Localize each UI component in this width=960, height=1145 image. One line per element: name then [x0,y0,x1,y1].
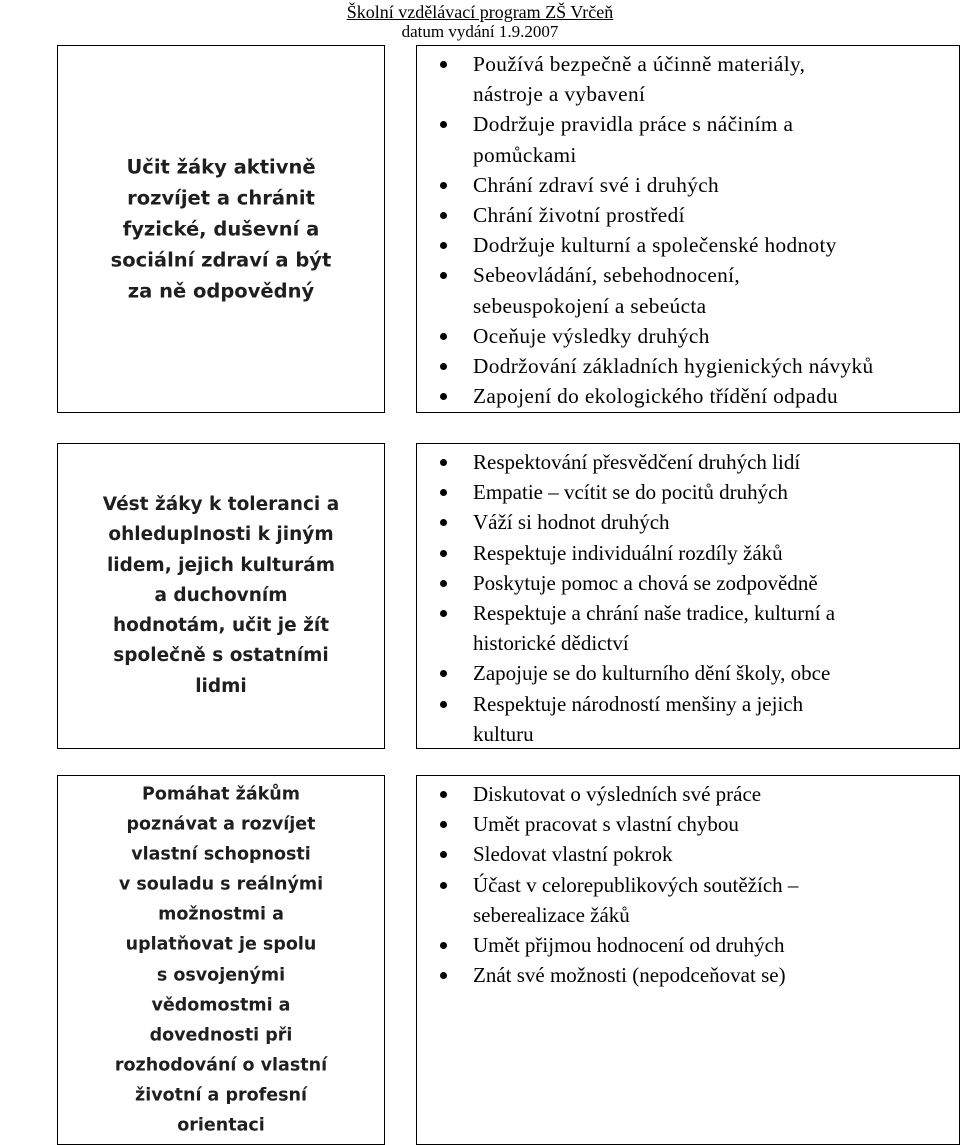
bullet-icon [440,272,447,279]
goal-line: možnostmi a [158,904,284,925]
bullet-icon [440,121,447,128]
list-item-text: pomůckami [473,142,577,167]
goal-line: poznávat a rozvíjet [126,814,316,835]
bullet-icon [440,459,447,466]
bullet-icon [440,942,447,949]
bullet-icon [440,972,447,979]
bullet-icon [440,182,447,189]
goal-line: lidmi [195,675,247,697]
list-item-text: Empatie – vcítit se do pocitů druhých [473,480,788,505]
list-item-text: Respektování přesvědčení druhých lidí [473,450,801,474]
bullet-icon [440,550,447,557]
list-item-text: nástroje a vybavení [473,82,646,107]
list-item-text: Zapojuje se do kulturního dění školy, obce [473,661,831,686]
goal-line: společně s ostatními [113,645,329,667]
bullet-icon [440,212,447,219]
goal-line: s osvojenými [156,965,286,985]
list-item [417,538,959,568]
list-item [417,230,959,260]
list-item-text: Používá bezpečně a účinně materiály, [473,52,806,76]
list-item [417,447,959,477]
list-item-text: Oceňuje výsledky druhých [473,323,710,348]
goal-line: lidem, jejich kulturám [106,554,336,576]
list-item [417,351,959,381]
bullet-icon [440,821,447,828]
goal-line: orientaci [177,1115,265,1136]
list-item [417,49,959,109]
list-item-text: historické dědictví [473,631,629,656]
goal-line: rozhodování o vlastní [114,1055,328,1076]
list-item-text: Respektuje národností menšiny a jejich [473,691,804,716]
list-item-text: Chrání životní prostředí [473,203,685,228]
list-item [417,960,959,990]
goal-line: fyzické, duševní a [122,217,320,241]
list-item-text: Poskytuje pomoc a chová se zodpovědně [473,570,818,595]
list-item-text: Umět přijmou hodnocení od druhých [473,933,785,958]
list-item [417,809,959,839]
list-item-text: sebeuspokojení a sebeúcta [473,293,707,318]
list-item [417,568,959,598]
items-cell-1 [416,45,960,413]
items-cell-3 [416,775,960,1145]
bullet-icon [440,851,447,858]
items-cell-2 [416,443,960,749]
goal-line: vědomostmi a [151,995,291,1016]
goal-line: v souladu s reálnými [118,874,324,895]
document-header [0,3,960,41]
list-item [417,200,959,230]
list-item-text: Chrání zdraví své i druhých [473,172,720,197]
goal-cell-2 [57,443,385,749]
goal-text-2 [58,490,384,702]
list-item [417,930,959,960]
bullet-icon [440,701,447,708]
bullet-icon [440,393,447,400]
list-item-text: Zapojení do ekologického třídění odpadu [473,384,838,409]
bullet-icon [440,670,447,677]
list-item-text: Účast v celorepublikových soutěžích – [473,872,799,897]
bullet-icon [440,489,447,496]
bullet-icon [440,242,447,249]
bullet-icon [440,363,447,370]
list-item-text: Znát své možnosti (nepodceňovat se) [473,963,786,988]
item-list-2 [417,447,959,749]
bullet-icon [440,791,447,798]
goal-line: životní a profesní [135,1085,307,1106]
list-item [417,381,959,411]
goal-cell-3 [57,775,385,1145]
goal-line: hodnotám, učit je žít [112,615,330,637]
goal-cell-1 [57,45,385,413]
list-item-text: Sebeovládání, sebehodnocení, [473,263,741,288]
goal-line: Vést žáky k toleranci a [102,493,340,515]
list-item-text: Umět pracovat s vlastní chybou [473,812,739,837]
list-item-text: Sledovat vlastní pokrok [473,842,673,867]
list-item [417,598,959,658]
list-item [417,170,959,200]
item-list-1 [417,49,959,411]
bullet-icon [440,519,447,526]
goal-line: ohleduplnosti k jiným [108,524,334,546]
list-item [417,658,959,688]
bullet-icon [440,61,447,68]
list-item-text: Váží si hodnot druhých [473,510,670,535]
bullet-icon [440,882,447,889]
list-item-text: Respektuje a chrání naše tradice, kulturní a [473,601,836,626]
list-item-text: kulturu [473,721,534,746]
goal-text-1 [58,152,384,307]
school-program-title: Školní vzdělávací program ZŠ Vrčeň [346,2,614,22]
goal-line: Pomáhat žákům [142,784,300,805]
bullet-icon [440,610,447,617]
list-item-text: Dodržuje pravidla práce s náčiním a [473,112,794,137]
list-item [417,507,959,537]
goal-line: za ně odpovědný [127,279,315,303]
list-item-text: seberealizace žáků [473,902,630,927]
goal-line: sociální zdraví a být [110,248,332,272]
goal-line: vlastní schopnosti [131,844,311,865]
list-item [417,321,959,351]
goal-text-3 [58,779,384,1140]
list-item-text: Dodržuje kulturní a společenské hodnoty [473,233,837,258]
goal-line: uplatňovat je spolu [125,934,317,955]
issue-date: datum vydání 1.9.2007 [401,22,559,41]
list-item-text: Respektuje individuální rozdíly žáků [473,540,783,565]
list-item-text: Dodržování základních hygienických návyků [473,354,874,379]
goal-line: rozvíjet a chránit [127,186,315,210]
list-item [417,477,959,507]
bullet-icon [440,580,447,587]
bullet-icon [440,333,447,340]
list-item [417,870,959,930]
list-item [417,839,959,869]
list-item [417,260,959,320]
list-item [417,109,959,169]
item-list-3 [417,779,959,990]
list-item [417,779,959,809]
goal-line: dovednosti při [149,1025,293,1046]
goal-line: a duchovním [154,584,288,606]
goal-line: Učit žáky aktivně [126,155,316,179]
list-item-text: Diskutovat o výsledních své práce [473,782,762,806]
list-item [417,689,959,749]
